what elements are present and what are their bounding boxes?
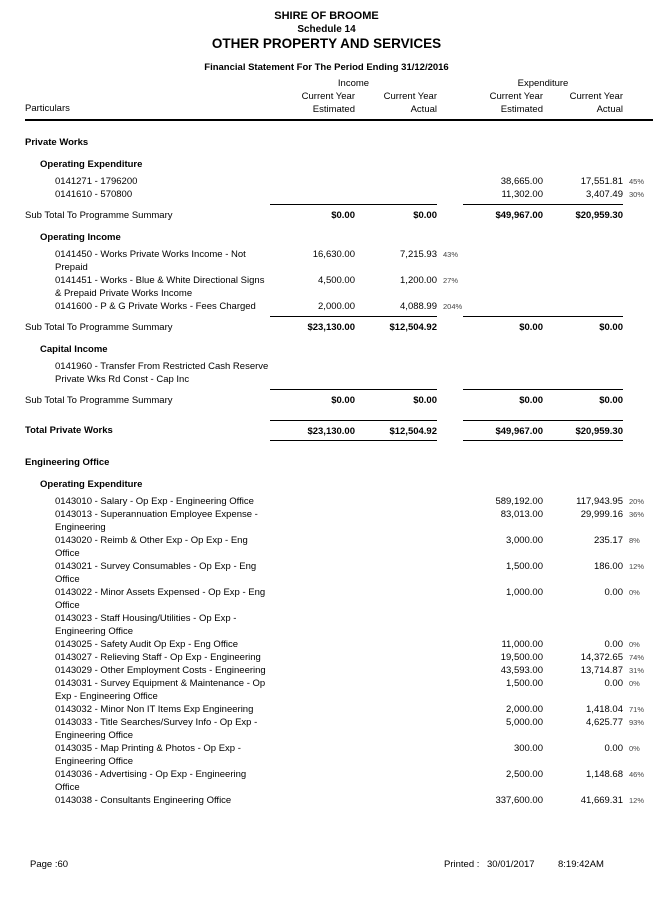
printed-label: Printed : — [444, 859, 480, 870]
expenditure-actual-cell: 0.00 — [604, 678, 623, 689]
account-row — [25, 248, 653, 274]
expenditure-actual-cell: 14,372.65 — [580, 652, 623, 663]
income-actual-header — [355, 90, 437, 116]
account-row — [25, 274, 653, 300]
income-percent — [437, 651, 463, 653]
account-row — [25, 703, 653, 716]
expenditure-actual-cell: $20,959.30 — [543, 204, 623, 222]
col-line1: Current Year — [489, 91, 543, 102]
account-row — [25, 651, 653, 664]
row-label: 0143020 - Reimb & Other Exp - Op Exp - Eng Office — [55, 535, 248, 559]
income-percent — [437, 586, 463, 588]
group-title: Operating Expenditure — [40, 159, 143, 170]
expenditure-estimated-cell: 3,000.00 — [506, 535, 543, 546]
income-estimated-header — [270, 90, 355, 116]
expenditure-estimated-cell: 5,000.00 — [506, 717, 543, 728]
expenditure-percent: 0% — [629, 640, 640, 649]
row-label: 0143013 - Superannuation Employee Expense - Engineering — [55, 509, 258, 533]
income-estimated-cell: 16,630.00 — [312, 249, 355, 260]
expenditure-estimated-cell: 1,500.00 — [506, 678, 543, 689]
income-percent — [437, 742, 463, 744]
income-percent: 43% — [443, 250, 459, 259]
account-row — [25, 612, 653, 638]
expenditure-percent — [623, 316, 653, 318]
row-label: Total Private Works — [25, 425, 113, 436]
page-footer — [0, 858, 653, 872]
expenditure-actual-cell: 29,999.16 — [580, 509, 623, 520]
col-line1: Current Year — [569, 91, 623, 102]
table-header — [25, 77, 653, 121]
income-actual-cell: 4,088.99 — [400, 301, 437, 312]
account-row — [25, 794, 653, 807]
account-row — [25, 175, 653, 188]
expenditure-percent: 30% — [629, 190, 645, 199]
income-percent — [437, 768, 463, 770]
expenditure-estimated-cell: $49,967.00 — [463, 204, 543, 222]
expenditure-estimated-cell: 43,593.00 — [500, 665, 543, 676]
expenditure-percent: 0% — [629, 679, 640, 688]
expenditure-group-label: Expenditure — [517, 78, 569, 89]
expenditure-estimated-cell: 1,000.00 — [506, 587, 543, 598]
expenditure-actual-cell: 41,669.31 — [580, 795, 623, 806]
income-group-label: Income — [337, 78, 370, 89]
income-estimated-cell: $23,130.00 — [270, 420, 355, 441]
income-actual-cell: $0.00 — [355, 389, 437, 407]
income-percent — [437, 534, 463, 536]
income-percent — [437, 677, 463, 679]
expenditure-estimated-cell: 2,500.00 — [506, 769, 543, 780]
expenditure-percent — [623, 274, 653, 276]
row-label: Sub Total To Programme Summary — [25, 322, 173, 333]
row-label: 0143025 - Safety Audit Op Exp - Eng Office — [55, 639, 239, 650]
row-label: 0141451 - Works - Blue & White Directional Signs & Prepaid Private Works Income — [55, 275, 265, 299]
row-label: 0143029 - Other Employment Costs - Engineering — [55, 665, 266, 676]
income-percent: 27% — [443, 276, 459, 285]
row-label: 0143035 - Map Printing & Photos - Op Exp - Engineering Office — [55, 743, 241, 767]
row-label: 0141610 - 570800 — [55, 189, 133, 200]
expenditure-percent: 71% — [629, 705, 645, 714]
expenditure-percent: 12% — [629, 796, 645, 805]
income-percent — [437, 495, 463, 497]
section-title: Private Works — [25, 137, 89, 148]
expenditure-estimated-cell: 337,600.00 — [495, 795, 543, 806]
account-row — [25, 360, 653, 386]
income-estimated-cell: $23,130.00 — [270, 316, 355, 334]
group-title: Capital Income — [40, 344, 108, 355]
row-label: 0143031 - Survey Equipment & Maintenance - Op Exp - Engineering Office — [55, 678, 266, 702]
subtotal-row — [25, 389, 653, 407]
col-line1: Current Year — [383, 91, 437, 102]
expenditure-actual-cell: 0.00 — [604, 639, 623, 650]
expenditure-percent — [623, 360, 653, 362]
expenditure-estimated-cell: 11,000.00 — [501, 639, 543, 650]
income-percent — [437, 794, 463, 796]
section-title: Engineering Office — [25, 457, 110, 468]
expenditure-percent — [623, 204, 653, 206]
expenditure-percent: 46% — [629, 770, 645, 779]
expenditure-percent: 0% — [629, 744, 640, 753]
expenditure-estimated-cell: 1,500.00 — [506, 561, 543, 572]
col-line2: Actual — [596, 104, 623, 115]
expenditure-actual-cell: 3,407.49 — [586, 189, 623, 200]
income-actual-cell: $12,504.92 — [355, 316, 437, 334]
income-percent — [437, 703, 463, 705]
expenditure-percent — [623, 420, 653, 422]
expenditure-percent — [623, 248, 653, 250]
group-title: Operating Income — [40, 232, 121, 243]
expenditure-percent — [623, 300, 653, 302]
expenditure-estimated-cell: 83,013.00 — [500, 509, 543, 520]
account-row — [25, 495, 653, 508]
col-line2: Estimated — [312, 104, 355, 115]
row-label: 0143021 - Survey Consumables - Op Exp - Eng Office — [55, 561, 257, 585]
account-row — [25, 664, 653, 677]
column-header-row — [25, 90, 653, 116]
expenditure-estimated-cell: 589,192.00 — [495, 496, 543, 507]
column-group-row — [25, 77, 653, 90]
income-percent — [437, 316, 463, 318]
group-title: Operating Expenditure — [40, 479, 143, 490]
row-label: 0141600 - P & G Private Works - Fees Charged — [55, 301, 256, 312]
expenditure-estimated-cell: 300.00 — [513, 743, 543, 754]
report-title: OTHER PROPERTY AND SERVICES — [211, 36, 442, 51]
row-label: 0143032 - Minor Non IT Items Exp Engineering — [55, 704, 254, 715]
expenditure-actual-cell: 0.00 — [604, 587, 623, 598]
account-row — [25, 188, 653, 201]
income-percent — [437, 389, 463, 391]
income-actual-cell: $12,504.92 — [355, 420, 437, 441]
expenditure-actual-cell: 117,943.95 — [576, 496, 623, 507]
expenditure-percent: 8% — [629, 536, 640, 545]
row-label: 0143023 - Staff Housing/Utilities - Op Exp - Engineering Office — [55, 613, 237, 637]
page-number: Page :60 — [30, 859, 69, 870]
account-row — [25, 768, 653, 794]
expenditure-actual-cell: 1,418.04 — [586, 704, 623, 715]
table-body — [25, 136, 653, 807]
expenditure-percent: 12% — [629, 562, 645, 571]
col-line1: Current Year — [301, 91, 355, 102]
income-actual-cell: 1,200.00 — [400, 275, 437, 286]
account-row — [25, 534, 653, 560]
row-label: 0143022 - Minor Assets Expensed - Op Exp - Eng Office — [55, 587, 266, 611]
account-row — [25, 560, 653, 586]
income-percent — [437, 204, 463, 206]
income-percent — [437, 420, 463, 422]
income-percent — [437, 360, 463, 362]
income-actual-cell: $0.00 — [355, 204, 437, 222]
income-estimated-cell: $0.00 — [270, 389, 355, 407]
income-percent — [437, 612, 463, 614]
expenditure-actual-cell: 235.17 — [593, 535, 623, 546]
report-content — [25, 77, 653, 807]
expenditure-actual-cell: $0.00 — [543, 389, 623, 407]
row-label: 0141450 - Works Private Works Income - Not Prepaid — [55, 249, 246, 273]
total-row — [25, 420, 653, 441]
expenditure-estimated-cell: $0.00 — [463, 316, 543, 334]
income-actual-cell: 7,215.93 — [400, 249, 437, 260]
income-percent — [437, 638, 463, 640]
account-row — [25, 300, 653, 313]
income-percent — [437, 560, 463, 562]
expenditure-estimated-cell: 11,302.00 — [501, 189, 543, 200]
expenditure-percent: 74% — [629, 653, 645, 662]
expenditure-percent: 93% — [629, 718, 645, 727]
row-label: 0143038 - Consultants Engineering Office — [55, 795, 232, 806]
income-estimated-cell: 4,500.00 — [318, 275, 355, 286]
printed-date: 30/01/2017 — [487, 859, 535, 870]
income-percent — [437, 175, 463, 177]
printed-time: 8:19:42AM — [558, 859, 604, 870]
document-header — [0, 0, 653, 74]
account-row — [25, 716, 653, 742]
expenditure-estimated-cell: $0.00 — [463, 389, 543, 407]
expenditure-percent — [623, 389, 653, 391]
expenditure-percent — [623, 612, 653, 614]
expenditure-actual-cell: 17,551.81 — [580, 176, 623, 187]
org-name: SHIRE OF BROOME — [274, 10, 379, 22]
row-label: 0143027 - Relieving Staff - Op Exp - Engineering — [55, 652, 261, 663]
row-label: Sub Total To Programme Summary — [25, 395, 173, 406]
row-label: 0143036 - Advertising - Op Exp - Engineering Office — [55, 769, 247, 793]
income-percent — [437, 188, 463, 190]
subtotal-row — [25, 204, 653, 222]
row-label: 0141960 - Transfer From Restricted Cash Reserve Private Wks Rd Const - Cap Inc — [55, 361, 269, 385]
expenditure-percent: 31% — [629, 666, 645, 675]
expenditure-estimated-cell: 19,500.00 — [500, 652, 543, 663]
expenditure-percent: 20% — [629, 497, 645, 506]
row-label: 0141271 - 1796200 — [55, 176, 138, 187]
expenditure-estimated-header — [463, 90, 543, 116]
expenditure-actual-cell: 4,625.77 — [586, 717, 623, 728]
account-row — [25, 677, 653, 703]
expenditure-estimated-cell: $49,967.00 — [463, 420, 543, 441]
expenditure-estimated-cell: 2,000.00 — [506, 704, 543, 715]
account-row — [25, 508, 653, 534]
expenditure-actual-cell: 0.00 — [604, 743, 623, 754]
account-row — [25, 638, 653, 651]
expenditure-estimated-cell: 38,665.00 — [500, 176, 543, 187]
report-subtitle: Financial Statement For The Period Ending 31/12/2016 — [204, 62, 449, 73]
particulars-header: Particulars — [25, 103, 70, 114]
income-percent — [437, 716, 463, 718]
col-line2: Actual — [410, 104, 437, 115]
expenditure-actual-cell: 186.00 — [593, 561, 623, 572]
expenditure-actual-cell: $0.00 — [543, 316, 623, 334]
expenditure-percent: 0% — [629, 588, 640, 597]
subtotal-row — [25, 316, 653, 334]
expenditure-percent: 45% — [629, 177, 645, 186]
income-percent: 204% — [443, 302, 463, 311]
expenditure-actual-cell: 1,148.68 — [586, 769, 623, 780]
expenditure-percent: 36% — [629, 510, 645, 519]
expenditure-actual-cell: 13,714.87 — [580, 665, 623, 676]
income-estimated-cell: $0.00 — [270, 204, 355, 222]
expenditure-actual-cell: $20,959.30 — [543, 420, 623, 441]
schedule-label: Schedule 14 — [297, 24, 356, 35]
row-label: 0143010 - Salary - Op Exp - Engineering Office — [55, 496, 254, 507]
account-row — [25, 586, 653, 612]
account-row — [25, 742, 653, 768]
row-label: 0143033 - Title Searches/Survey Info - Op Exp - Engineering Office — [55, 717, 258, 741]
income-estimated-cell: 2,000.00 — [318, 301, 355, 312]
expenditure-actual-header — [543, 90, 623, 116]
income-percent — [437, 508, 463, 510]
row-label: Sub Total To Programme Summary — [25, 210, 173, 221]
col-line2: Estimated — [500, 104, 543, 115]
income-percent — [437, 664, 463, 666]
